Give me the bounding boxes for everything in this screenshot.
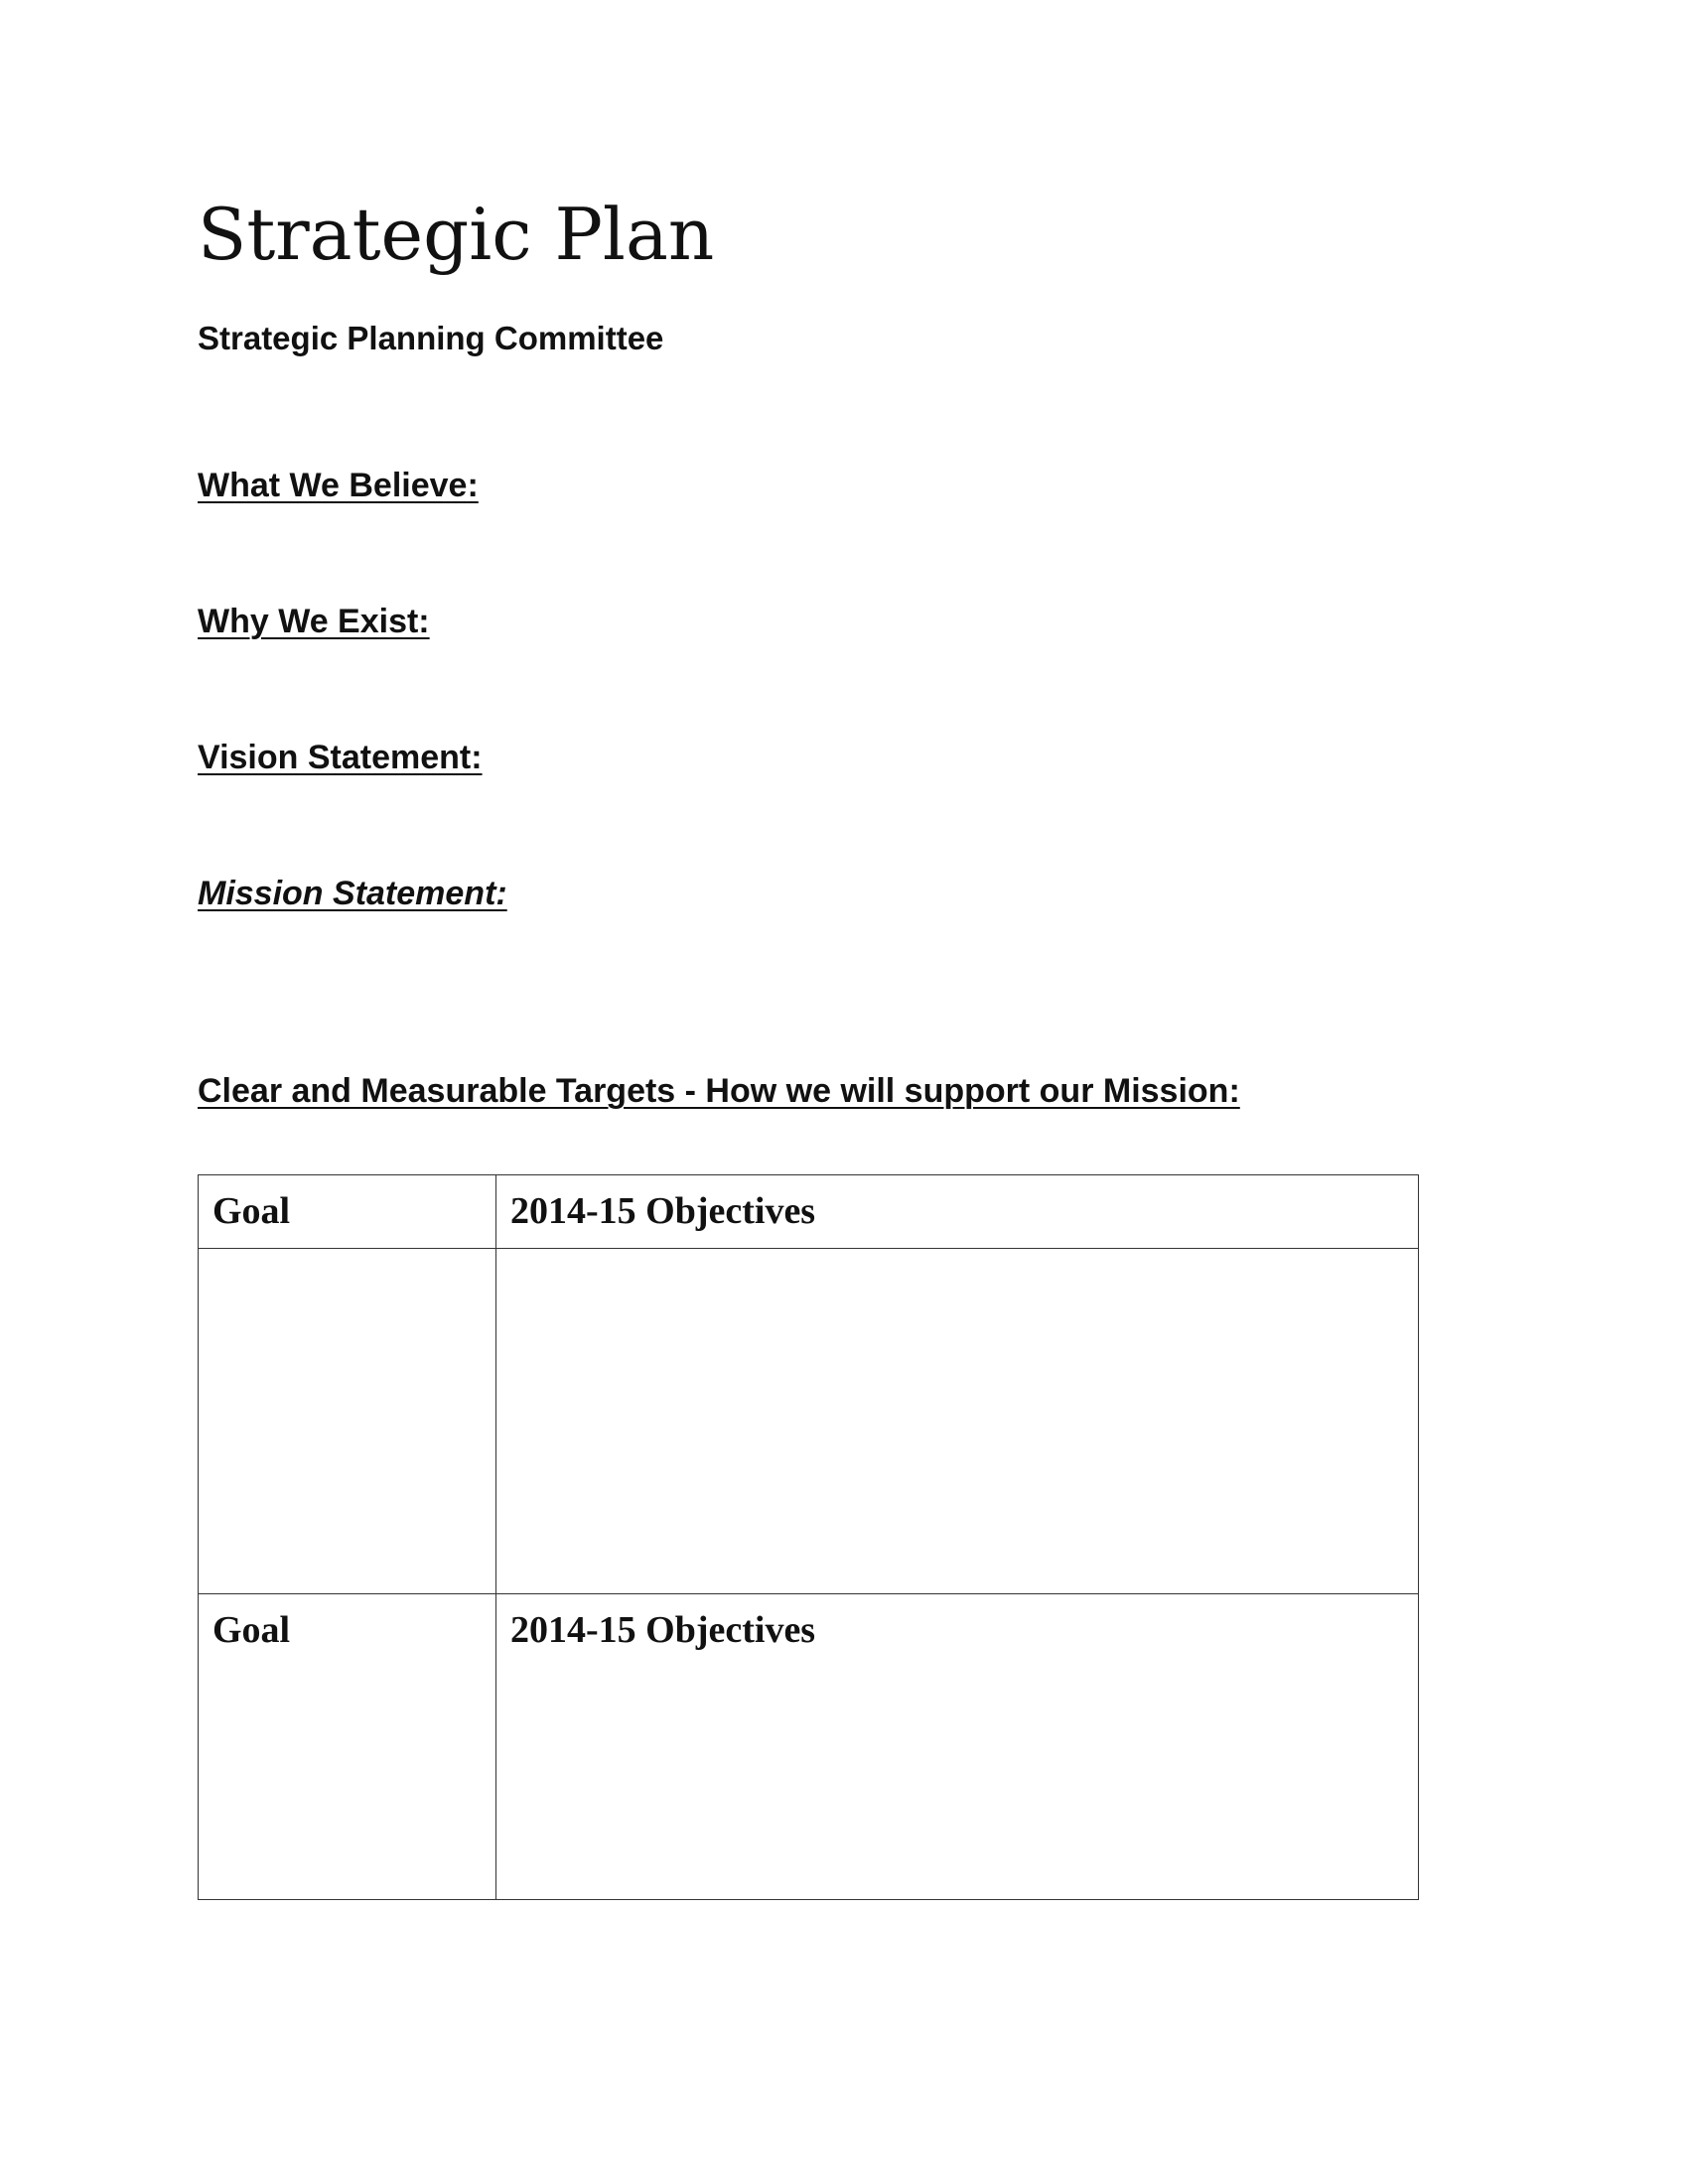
objectives-cell bbox=[496, 1249, 1419, 1594]
heading-what-we-believe: What We Believe: bbox=[198, 467, 479, 504]
goal-cell bbox=[199, 1249, 496, 1594]
heading-vision-statement: Vision Statement: bbox=[198, 739, 483, 776]
targets-table bbox=[198, 1174, 1419, 1900]
table-row bbox=[199, 1594, 1419, 1900]
goal-cell: Goal bbox=[199, 1175, 496, 1249]
table-row bbox=[199, 1249, 1419, 1594]
heading-mission-statement: Mission Statement: bbox=[198, 875, 507, 912]
document-subtitle: Strategic Planning Committee bbox=[198, 320, 664, 356]
heading-measurable-targets: Clear and Measurable Targets - How we will support our Mission: bbox=[198, 1072, 1240, 1110]
objectives-cell: 2014-15 Objectives bbox=[496, 1175, 1419, 1249]
objectives-cell: 2014-15 Objectives bbox=[496, 1594, 1419, 1900]
goal-cell: Goal bbox=[199, 1594, 496, 1900]
document-title: Strategic Plan bbox=[198, 193, 715, 276]
table-row bbox=[199, 1175, 1419, 1249]
heading-why-we-exist: Why We Exist: bbox=[198, 603, 430, 640]
